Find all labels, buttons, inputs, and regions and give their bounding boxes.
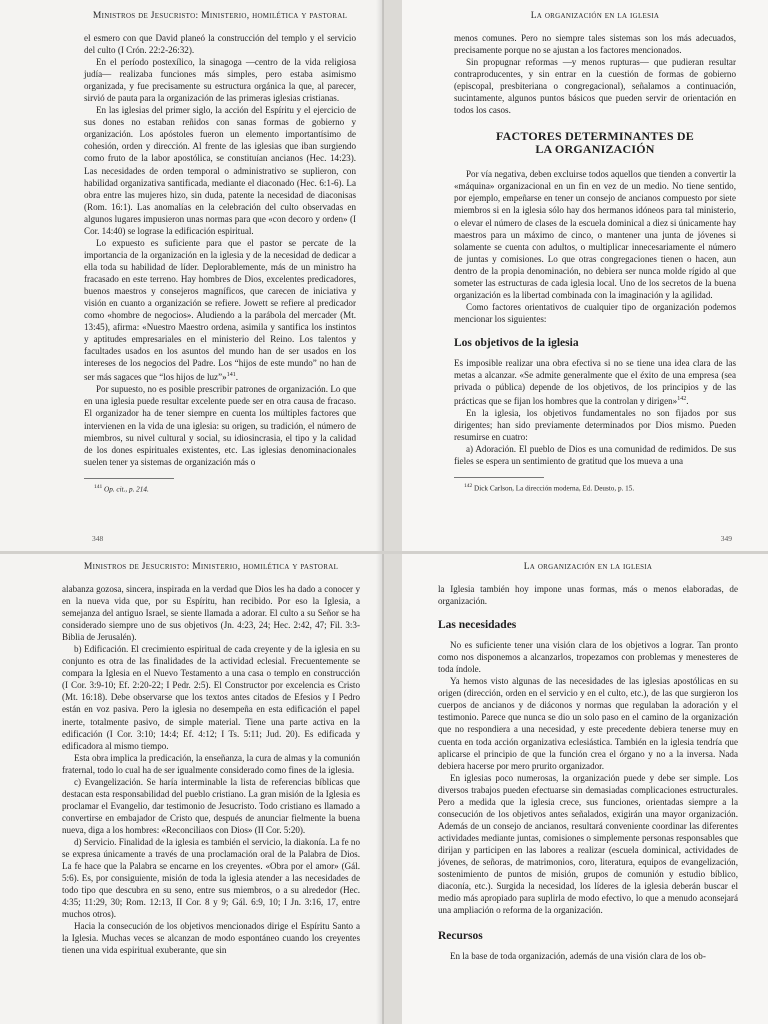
paragraph-text: Lo expuesto es suficiente para que el pastor se percate de la importancia de la organización en la iglesia y de la necesidad de dedicar a ella toda su habilidad de líder. Deplorablemente, más de un ministro ha fracasado en este terreno. Hay hombres de Dios, excelentes predicadores, buenos maestros y consejeros magníficos, que carecen de iniciativa y visión en cuanto a organización se refiere. Jowett se refiere al predicador como «hombre de negocios». Aludiendo a la parábola del mercader (Mt. 13:45), afirma: «Nuestro Maestro ordena, asimila y santifica los instintos y aptitudes empresariales en el ministerio del Reino. Los talentos y facultades usados en los asuntos del mundo han de ser usados en los intereses de los negocios del Padre. Los “hijos de este mundo” no han de ser más sagaces que “los hijos de luz”»	[84, 237, 356, 383]
paragraph: la Iglesia también hoy impone unas formas, más o menos elaboradas, de organización.	[438, 584, 738, 607]
paragraph: Ya hemos visto algunas de las necesidades de las iglesias apostólicas en su origen (dirección, orden en el servicio y en el culto, etc.), de las que surgieron los cuerpos de ancianos y de diáconos y normas que regulaban la adoración y el testimonio. Parece que nunca se dio un solo paso en el camino de la organización que no respondiera a una necesidad, y este precedente debiera tenerse muy en cuenta en toda acción organizativa eclesiástica. También en la iglesia tendría que aplicarse el principio de que la función crea el órgano y no a la inversa. Nada debiera hacerse por mero prurito organizador.	[438, 676, 738, 771]
footnote-divider	[454, 477, 544, 478]
paragraph: En iglesias poco numerosas, la organización puede y debe ser simple. Los diversos trabajos pueden efectuarse sin demasiadas complicaciones estructurales. Pero a medida que la iglesia crece, sus funciones, orientadas siempre a la consecución de los objetivos antes señalados, exigirán una mayor organización. Además de un consejo de ancianos, resultará conveniente coordinar las diferentes actividades mediante juntas, comisiones o simplemente personas responsables que dirijan y participen en las labores a realizar (escuela dominical, actividades de jóvenes, de señoras, de matrimonios, coro, literatura, equipos de evangelización, sostenimiento de puntos de misión, grupos de comunión y estudio bíblico, diaconía, etc.). Surgida la necesidad, los líderes de la iglesia deberán buscar el medio más apropiado para suplirla de modo efectivo, lo que a menudo aconsejará una ampliación o reforma de la organización.	[438, 772, 738, 916]
section-title	[454, 130, 736, 156]
footnote-divider	[84, 478, 174, 479]
paragraph: En la base de toda organización, además de una visión clara de los ob-	[450, 951, 706, 962]
paragraph: d) Servicio. Finalidad de la iglesia es también el servicio, la diakonía. La fe no se expresa únicamente a través de una proclamación oral de la Palabra de Dios. La fe hace que la Palabra se encarne en los creyentes. «Obra por el amor» (Gál. 5:6). Es, por consiguiente, misión de toda la iglesia atender a las necesidades de todo tipo que descubra en su seno, entre sus miembros, o a su alrededor (Hec. 4:35; 11:29, 30; Rom. 12:13, II Cor. 8 y 9; Gál. 6:9, 10; I Jn. 3:16, 17, entre muchos otros).	[62, 836, 360, 920]
paragraph: En las iglesias del primer siglo, la acción del Espíritu y el ejercicio de sus dones no estaban reñidos con sanas formas de gobierno y organización. Los apóstoles fueron un elemento importantísimo de cohesión, orden y dirección. Al frente de las iglesias que iban surgiendo como fruto de la labor apostólica, se constituían ancianos (Hec. 14:23). Las necesidades de orden temporal o administrativo se suplieron, con habilidad organizativa santificada, mediante el diaconado (Hec. 6:1-6). La obra entre las mujeres hizo, sin duda, patente la necesidad de diaconisas (Rom. 16:1). Las anomalías en la celebración del culto observadas en algunos lugares impusieron unas normas para que «con decoro y orden» (I Cor. 14:40) se lograse la edificación espiritual.	[84, 105, 356, 236]
paragraph: No es suficiente tener una visión clara de los objetivos a lograr. Tan pronto como nos disponemos a alcanzarlos, tropezamos con problemas y menesteres de toda índole.	[438, 640, 738, 675]
section-title-line: FACTORES DETERMINANTES DE	[496, 129, 694, 144]
paragraph: c) Evangelización. Se haría interminable la lista de referencias bíblicas que destacan esta responsabilidad del pueblo cristiano. La gran misión de la Iglesia es proclamar el Evangelio, dar testimonio de Jesucristo. Todo cristiano es llamado a convertirse en embajador de Cristo que, después de anunciar fielmente la buena nueva, diga a los hombres: «Reconciliaos con Dios» (II Cor. 5:20).	[62, 776, 360, 835]
paragraph: Hacia la consecución de los objetivos mencionados dirige el Espíritu Santo a la Iglesia. Muchas veces se alcanzan de modo espontáneo cuando los creyentes tienen una vida espiritual exuberante, que sin	[62, 921, 360, 956]
scan-divider	[0, 551, 768, 554]
footnote	[84, 483, 356, 494]
paragraph: En la iglesia, los objetivos fundamentales no son fijados por sus dirigentes; han sido previamente determinados por Dios mismo. Pueden resumirse en cuatro:	[454, 408, 736, 443]
subsection-title: Los objetivos de la iglesia	[454, 336, 579, 349]
footnote-ref: 141	[226, 372, 236, 379]
footnote-number: 142	[464, 483, 473, 490]
footnote-number: 141	[94, 483, 103, 490]
footnote	[454, 482, 736, 493]
subsection-title: Las necesidades	[438, 619, 517, 632]
page-348	[0, 0, 382, 553]
footnote-text: Dick Carlson, La dirección moderna, Ed. Deusto, p. 15.	[474, 484, 635, 493]
paragraph: Por vía negativa, deben excluirse todos aquellos que tienden a convertir la «máquina» organizacional en un fin en vez de un medio. No tiene sentido, por ejemplo, empeñarse en tener un consejo de ancianos compuesto por siete miembros si en la iglesia sólo hay dos hermanos idóneos para tal ministerio, o elevar el número de clases de la escuela dominical a diez si únicamente hay maestros para un máximo de cinco, o mantener una junta de jóvenes si solamente se cuenta con adultos, o multiplicar innecesariamente el número de juntas y comisiones. Lo que otras congregaciones tienen o hacen, aun dentro de la propia denominación, no debiera ser nunca molde rígido al que someter las estructuras de cada iglesia local. Uno de los secretos de la buena organización es la libertad combinada con la imaginación y la agilidad.	[454, 169, 736, 300]
paragraph: Esta obra implica la predicación, la enseñanza, la cura de almas y la comunión fraternal, todo lo cual ha de ser igualmente considerado como fines de la iglesia.	[62, 752, 360, 775]
paragraph: Es imposible realizar una obra efectiva si no se tiene una idea clara de las metas a alcanzar. «Se admite generalmente que el éxito de una empresa (sea privada o pública) depende de los objetivos, de los principios y de las prácticas que se fijan los hombres que la controlan y dirigen»$^{142}$.	[454, 357, 736, 407]
running-head-left: Ministros de Jesucristo: Ministerio, homilética y pastoral	[92, 11, 348, 21]
page-351	[402, 553, 768, 1024]
paragraph: Sin propugnar reformas —y menos rupturas— que pudieran resultar contraproducentes, y sin entrar en la cuestión de formas de gobierno (episcopal, presbiteriana o congregacional), señalamos a continuación, sucintamente, algunos puntos básicos que pueden servir de orientación en todos los casos.	[454, 57, 736, 116]
paragraph: Por supuesto, no es posible prescribir patrones de organización. Lo que en una iglesia puede resultar excelente puede ser en otra causa de fracaso. El organizador ha de tener siempre en cuenta los múltiples factores que intervienen en la vida de una iglesia: su origen, su tradición, el número de miembros, su nivel cultural y social, su idiosincrasia, el tipo y la calidad de los dones espirituales existentes, etc. Las iglesias denominacionales suelen tener ya sistemas de organización más o	[84, 384, 356, 467]
paragraph: En el período postexílico, la sinagoga —centro de la vida religiosa judía— realizaba funciones más simples, pero estaba asimismo organizada, y fue precisamente su estructura orgánica la que, al parecer, sirvió de pauta para la organización de las primeras iglesias cristianas.	[84, 57, 356, 104]
gutter-shadow	[376, 0, 384, 1024]
page-349	[402, 0, 768, 553]
paragraph: Como factores orientativos de cualquier tipo de organización podemos mencionar los siguientes:	[454, 301, 736, 324]
page-350	[0, 553, 382, 1024]
paragraph: b) Edificación. El crecimiento espiritual de cada creyente y de la iglesia en su conjunto es otra de las finalidades de la actividad eclesial. Frecuentemente se compara la Iglesia en el Nuevo Testamento a una casa o templo en construcción (I Cor. 3:9-10; Ef. 2:20-22; I Pedr. 2:5). El Constructor por excelencia es Cristo (Mt. 16:18). Debe observarse que los textos antes citados de Efesios y I Pedro están en voz pasiva. Pero la iglesia no desempeña en esta edificación el papel inerte, totalmente pasivo, de simple material. Tiene una parte activa en la edificación (I Cor. 3:10; 14:4; Ef. 4:12; I Ts. 5:11; Jud. 20). Es edificada y edificadora al mismo tiempo.	[62, 644, 360, 751]
footnote-ref: 142	[677, 396, 687, 403]
running-head-left: Ministros de Jesucristo: Ministerio, homilética y pastoral	[83, 562, 339, 572]
running-head-right: La organización en la iglesia	[523, 562, 653, 572]
section-title-line: LA ORGANIZACIÓN	[535, 142, 655, 157]
paragraph: menos comunes. Pero no siempre tales sistemas son los más adecuados, precisamente porque no se ajustan a los factores mencionados.	[454, 33, 736, 56]
running-head-right: La organización en la iglesia	[530, 11, 660, 21]
book-gutter	[382, 0, 402, 1024]
paragraph: a) Adoración. El pueblo de Dios es una comunidad de redimidos. De sus fieles se espera un sentimiento de gratitud que los mueva a una	[454, 444, 736, 467]
paragraph: Lo expuesto es suficiente para que el pastor se percate de la importancia de la organización en la iglesia y de la necesidad de dedicar a ella toda su habilidad de líder. Deplorablemente, más de un ministro ha fracasado en este terreno. Hay hombres de Dios, excelentes predicadores, buenos maestros y consejeros magníficos, que carecen de iniciativa y visión en cuanto a organización se refiere. Jowett se refiere al predicador como «hombre de negocios». Aludiendo a la parábola del mercader (Mt. 13:45), afirma: «Nuestro Maestro ordena, asimila y santifica los instintos y aptitudes empresariales en el ministerio del Reino. Los talentos y facultades usados en los asuntos del mundo han de ser usados en los intereses de los negocios del Padre. Los “hijos de este mundo” no han de ser más sagaces que “los hijos de luz”»$^{141}$.	[84, 237, 356, 383]
page-number: 348	[92, 533, 104, 543]
paragraph: alabanza gozosa, sincera, inspirada en la verdad que Dios les ha dado a conocer y en la nueva vida que, por su Espíritu, han recibido. Por eso la Iglesia, a semejanza del antiguo Israel, se siente llamada a adorar. El culto a su Señor se ha considerado siempre uno de sus objetivos (Jn. 4:23, 24; Hec. 2:42, 47; Fil. 3:3-Biblia de Jerusalén).	[62, 584, 360, 643]
page-number: 349	[720, 533, 732, 543]
paragraph-text: Es imposible realizar una obra efectiva si no se tiene una idea clara de las metas a alcanzar. «Se admite generalmente que el éxito de una empresa (sea privada o pública) depende de los objetivos, de los principios y de las prácticas que se fijan los hombres que la controlan y dirigen»	[454, 357, 736, 407]
paragraph: el esmero con que David planeó la construcción del templo y el servicio del culto (I Crón. 22:2-26:32).	[84, 33, 356, 56]
subsection-title: Recursos	[438, 930, 483, 943]
footnote-text: Op. cit., p. 214.	[104, 485, 149, 494]
